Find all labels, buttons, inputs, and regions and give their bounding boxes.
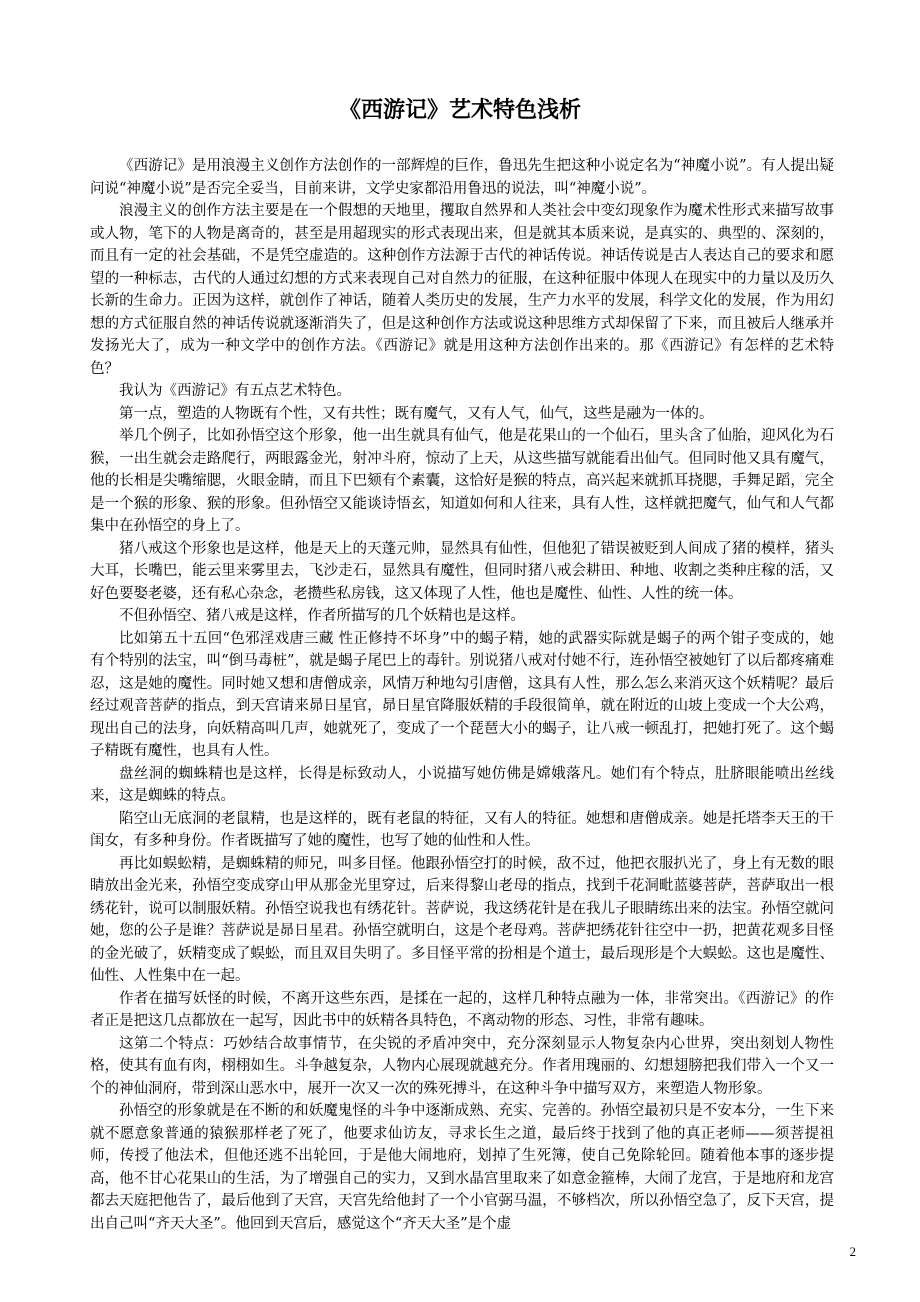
paragraph: 孙悟空的形象就是在不断的和妖魔鬼怪的斗争中逐渐成熟、充实、完善的。孙悟空最初只是不安本分，一生下来就不愿意象普通的猿猴那样老了死了，他要求仙访友，寻求长生之道，最后终于找到了他的真正老师——须菩提祖师，传授了他法术，但他还逃不出轮回，于是他大闹地府，划掉了生死簿，使自己免除轮回。随着他本事的逐步提高，他不甘心花果山的生活，为了增强自己的实力，又到水晶宫里取来了如意金箍棒，大闹了龙宫，于是地府和龙宫都去天庭把他告了，最后他到了天宫，天宫先给他封了一个小官弼马温，不够档次，所以孙悟空急了，反下天宫，提出自己叫“齐天大圣”。他回到天宫后，感觉这个“齐天大圣”是个虚 bbox=[90, 1103, 834, 1232]
paragraph: 举几个例子，比如孙悟空这个形象，他一出生就具有仙气，他是花果山的一个仙石，里头含了仙胎，迎风化为石猴，一出生就会走路爬行，两眼露金光，射冲斗府，惊动了上天，从这些描写就能看出仙气。但同时他又具有魔气，他的长相是尖嘴缩腮，火眼金睛，而且下巴颏有个素囊，这恰好是猴的特点，高兴起来就抓耳挠腮，手舞足蹈，完全是一个猴的形象、猴的形象。但孙悟空又能谈诗悟玄，知道如何和人往来，具有人性，这样就把魔气，仙气和人气都集中在孙悟空的身上了。 bbox=[90, 428, 834, 534]
document-title: 《西游记》艺术特色浅析 bbox=[338, 98, 581, 123]
paragraph: 第一点，塑造的人物既有个性，又有共性；既有魔气，又有人气，仙气，这些是融为一体的。 bbox=[119, 405, 714, 422]
paragraph: 再比如蜈蚣精，是蜘蛛精的师兄，叫多目怪。他跟孙悟空打的时候，敌不过，他把衣服扒光了，身上有无数的眼睛放出金光来，孙悟空变成穿山甲从那金光里穿过，后来得黎山老母的指点，找到千花洞毗蓝婆菩萨，菩萨取出一根绣花针，说可以制服妖精。孙悟空说我也有绣花针。菩萨说，我这绣花针是在我儿子眼睛练出来的法宝。孙悟空就问她，您的公子是谁？菩萨说是昴日星君。孙悟空就明白，这是个老母鸡。菩萨把绣花针往空中一扔，把黄花观多目怪的金光破了，妖精变成了蜈蚣，而且双目失明了。多目怪平常的扮相是个道士，最后现形是个大蜈蚣。这也是魔性、仙性、人性集中在一起。 bbox=[90, 855, 834, 984]
document-body bbox=[90, 155, 834, 1235]
paragraph: 比如第五十五回“色邪淫戏唐三藏 性正修持不坏身”中的蝎子精，她的武器实际就是蝎子的两个钳子变成的，她有个特别的法宝，叫“倒马毒桩”，就是蝎子尾巴上的毒针。别说猪八戒对付她不行，连孙悟空被她钉了以后都疼痛难忍，这是她的魔性。同时她又想和唐僧成亲，风情万种地勾引唐僧，这具有人性，那么怎么来消灭这个妖精呢？最后经过观音菩萨的指点，到天宫请来昴日星官，昴日星官降服妖精的手段很简单，就在附近的山坡上变成一个大公鸡，现出自己的法身，向妖精高叫几声，她就死了，变成了一个琵琶大小的蝎子，让八戒一顿乱打，把她打死了。这个蝎子精既有魔性，也具有人性。 bbox=[90, 630, 834, 759]
paragraph: 陷空山无底洞的老鼠精，也是这样的，既有老鼠的特征，又有人的特征。她想和唐僧成亲。她是托塔李天王的干闺女，有多种身份。作者既描写了她的魔性，也写了她的仙性和人性。 bbox=[90, 810, 834, 849]
paragraph: 不但孙悟空、猪八戒是这样，作者所描写的几个妖精也是这样。 bbox=[119, 608, 525, 624]
page-number: 2 bbox=[849, 1244, 856, 1259]
paragraph: 这第二个特点：巧妙结合故事情节，在尖锐的矛盾冲突中，充分深刻显示人物复杂内心世界，突出刻划人物性格，使其有血有肉，栩栩如生。斗争越复杂，人物内心展现就越充分。作者用瑰丽的、幻想翅膀把我们带入一个又一个的神仙洞府，带到深山恶水中，展开一次又一次的殊死搏斗，在这种斗争中描写双方，来塑造人物形象。 bbox=[90, 1035, 834, 1097]
paragraph: 作者在描写妖怪的时候，不离开这些东西，是揉在一起的，这样几种特点融为一体，非常突出。《西游记》的作者正是把这几点都放在一起写，因此书中的妖精各具特色，不离动物的形态、习性，非常有趣味。 bbox=[90, 990, 834, 1029]
paragraph: 猪八戒这个形象也是这样，他是天上的天蓬元帅，显然具有仙性，但他犯了错误被贬到人间成了猪的模样，猪头大耳，长嘴巴，能云里来雾里去，飞沙走石，显然具有魔性，但同时猪八戒会耕田、种地、收割之类种庄稼的活，又好色要娶老婆，还有私心杂念，老攒些私房钱，这又体现了人性，他也是魔性、仙性、人性的统一体。 bbox=[90, 540, 834, 602]
paragraph: 《西游记》是用浪漫主义创作方法创作的一部辉煌的巨作，鲁迅先生把这种小说定名为“神魔小说”。有人提出疑问说“神魔小说”是否完全妥当，目前来讲，文学史家都沿用鲁迅的说法，叫“神魔小说”。 bbox=[90, 158, 834, 197]
paragraph: 盘丝洞的蜘蛛精也是这样，长得是标致动人，小说描写她仿佛是嫦娥落凡。她们有个特点，肚脐眼能喷出丝线来，这是蜘蛛的特点。 bbox=[90, 765, 834, 804]
paragraph: 我认为《西游记》有五点艺术特色。 bbox=[119, 383, 351, 399]
paragraph: 浪漫主义的创作方法主要是在一个假想的天地里，攫取自然界和人类社会中变幻现象作为魔术性形式来描写故事或人物，笔下的人物是离奇的，甚至是用超现实的形式表现出来，但是就其本质来说，是真实的、典型的、深刻的，而且有一定的社会基础，不是凭空虚造的。这种创作方法源于古代的神话传说。神话传说是古人表达自己的要求和愿望的一种标志，古代的人通过幻想的方式来表现自己对自然力的征服，在这种征服中体现人在现实中的力量以及历久长新的生命力。正因为这样，就创作了神话，随着人类历史的发展，生产力水平的发展，科学文化的发展，作为用幻想的方式征服自然的神话传说就逐渐消失了，但是这种创作方法或说这种思维方式却保留了下来，而且被后人继承并发扬光大了，成为一种文学中的创作方法。《西游记》就是用这种方法创作出来的。那《西游记》有怎样的艺术特色？ bbox=[90, 203, 834, 377]
